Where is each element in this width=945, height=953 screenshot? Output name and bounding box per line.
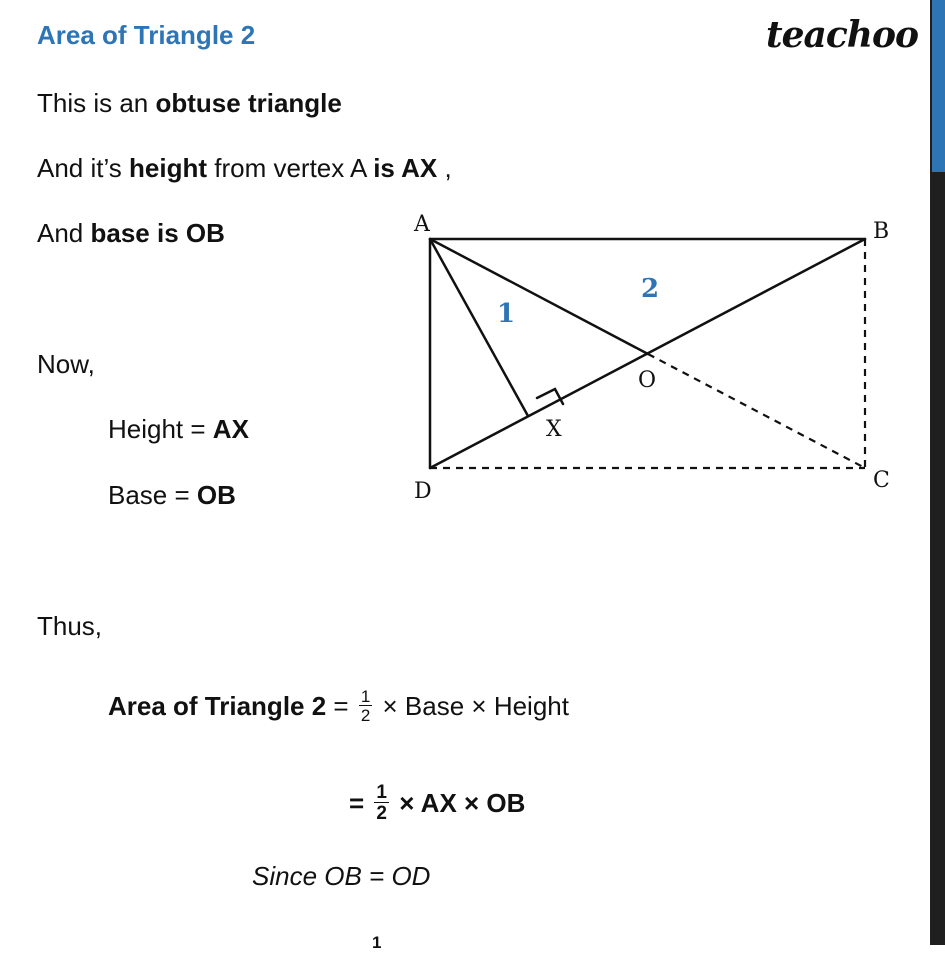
scrollbar-thumb[interactable] <box>932 0 945 172</box>
segment-oc-dashed <box>648 354 865 468</box>
since-note: Since OB = OD <box>252 861 431 891</box>
point-label-o: O <box>638 368 657 393</box>
right-angle-mark <box>537 389 563 404</box>
area-substitution: = $\frac{1}{2}$ × AX × OB <box>349 782 526 824</box>
height-statement: And it’s height from vertex A is AX , <box>37 153 452 183</box>
teachoo-logo: teachoo <box>766 14 918 56</box>
vertex-label-c: C <box>873 468 890 493</box>
triangle-label-2: 2 <box>641 274 660 304</box>
point-label-x: X <box>546 417 562 442</box>
partial-fraction-numerator: 1 <box>372 933 382 952</box>
height-line: Height = AX <box>108 414 249 444</box>
now-label: Now, <box>37 349 95 379</box>
obtuse-statement: This is an obtuse triangle <box>37 88 342 118</box>
area-formula: Area of Triangle 2 = $\frac{1}{2}$ × Base × Height <box>108 687 569 725</box>
base-statement: And base is OB <box>37 218 225 248</box>
half-fraction-bold: $\frac{1}{2}$ <box>376 782 387 824</box>
page-title: Area of Triangle 2 <box>37 20 256 50</box>
vertex-label-d: D <box>414 479 432 504</box>
triangle-label-1: 1 <box>497 299 516 329</box>
thus-label: Thus, <box>37 611 103 641</box>
half-fraction: $\frac{1}{2}$ <box>360 687 371 725</box>
rectangle-diagram <box>400 205 910 505</box>
base-line: Base = OB <box>108 480 236 510</box>
vertex-label-a: A <box>414 212 430 237</box>
vertex-label-b: B <box>873 219 890 244</box>
